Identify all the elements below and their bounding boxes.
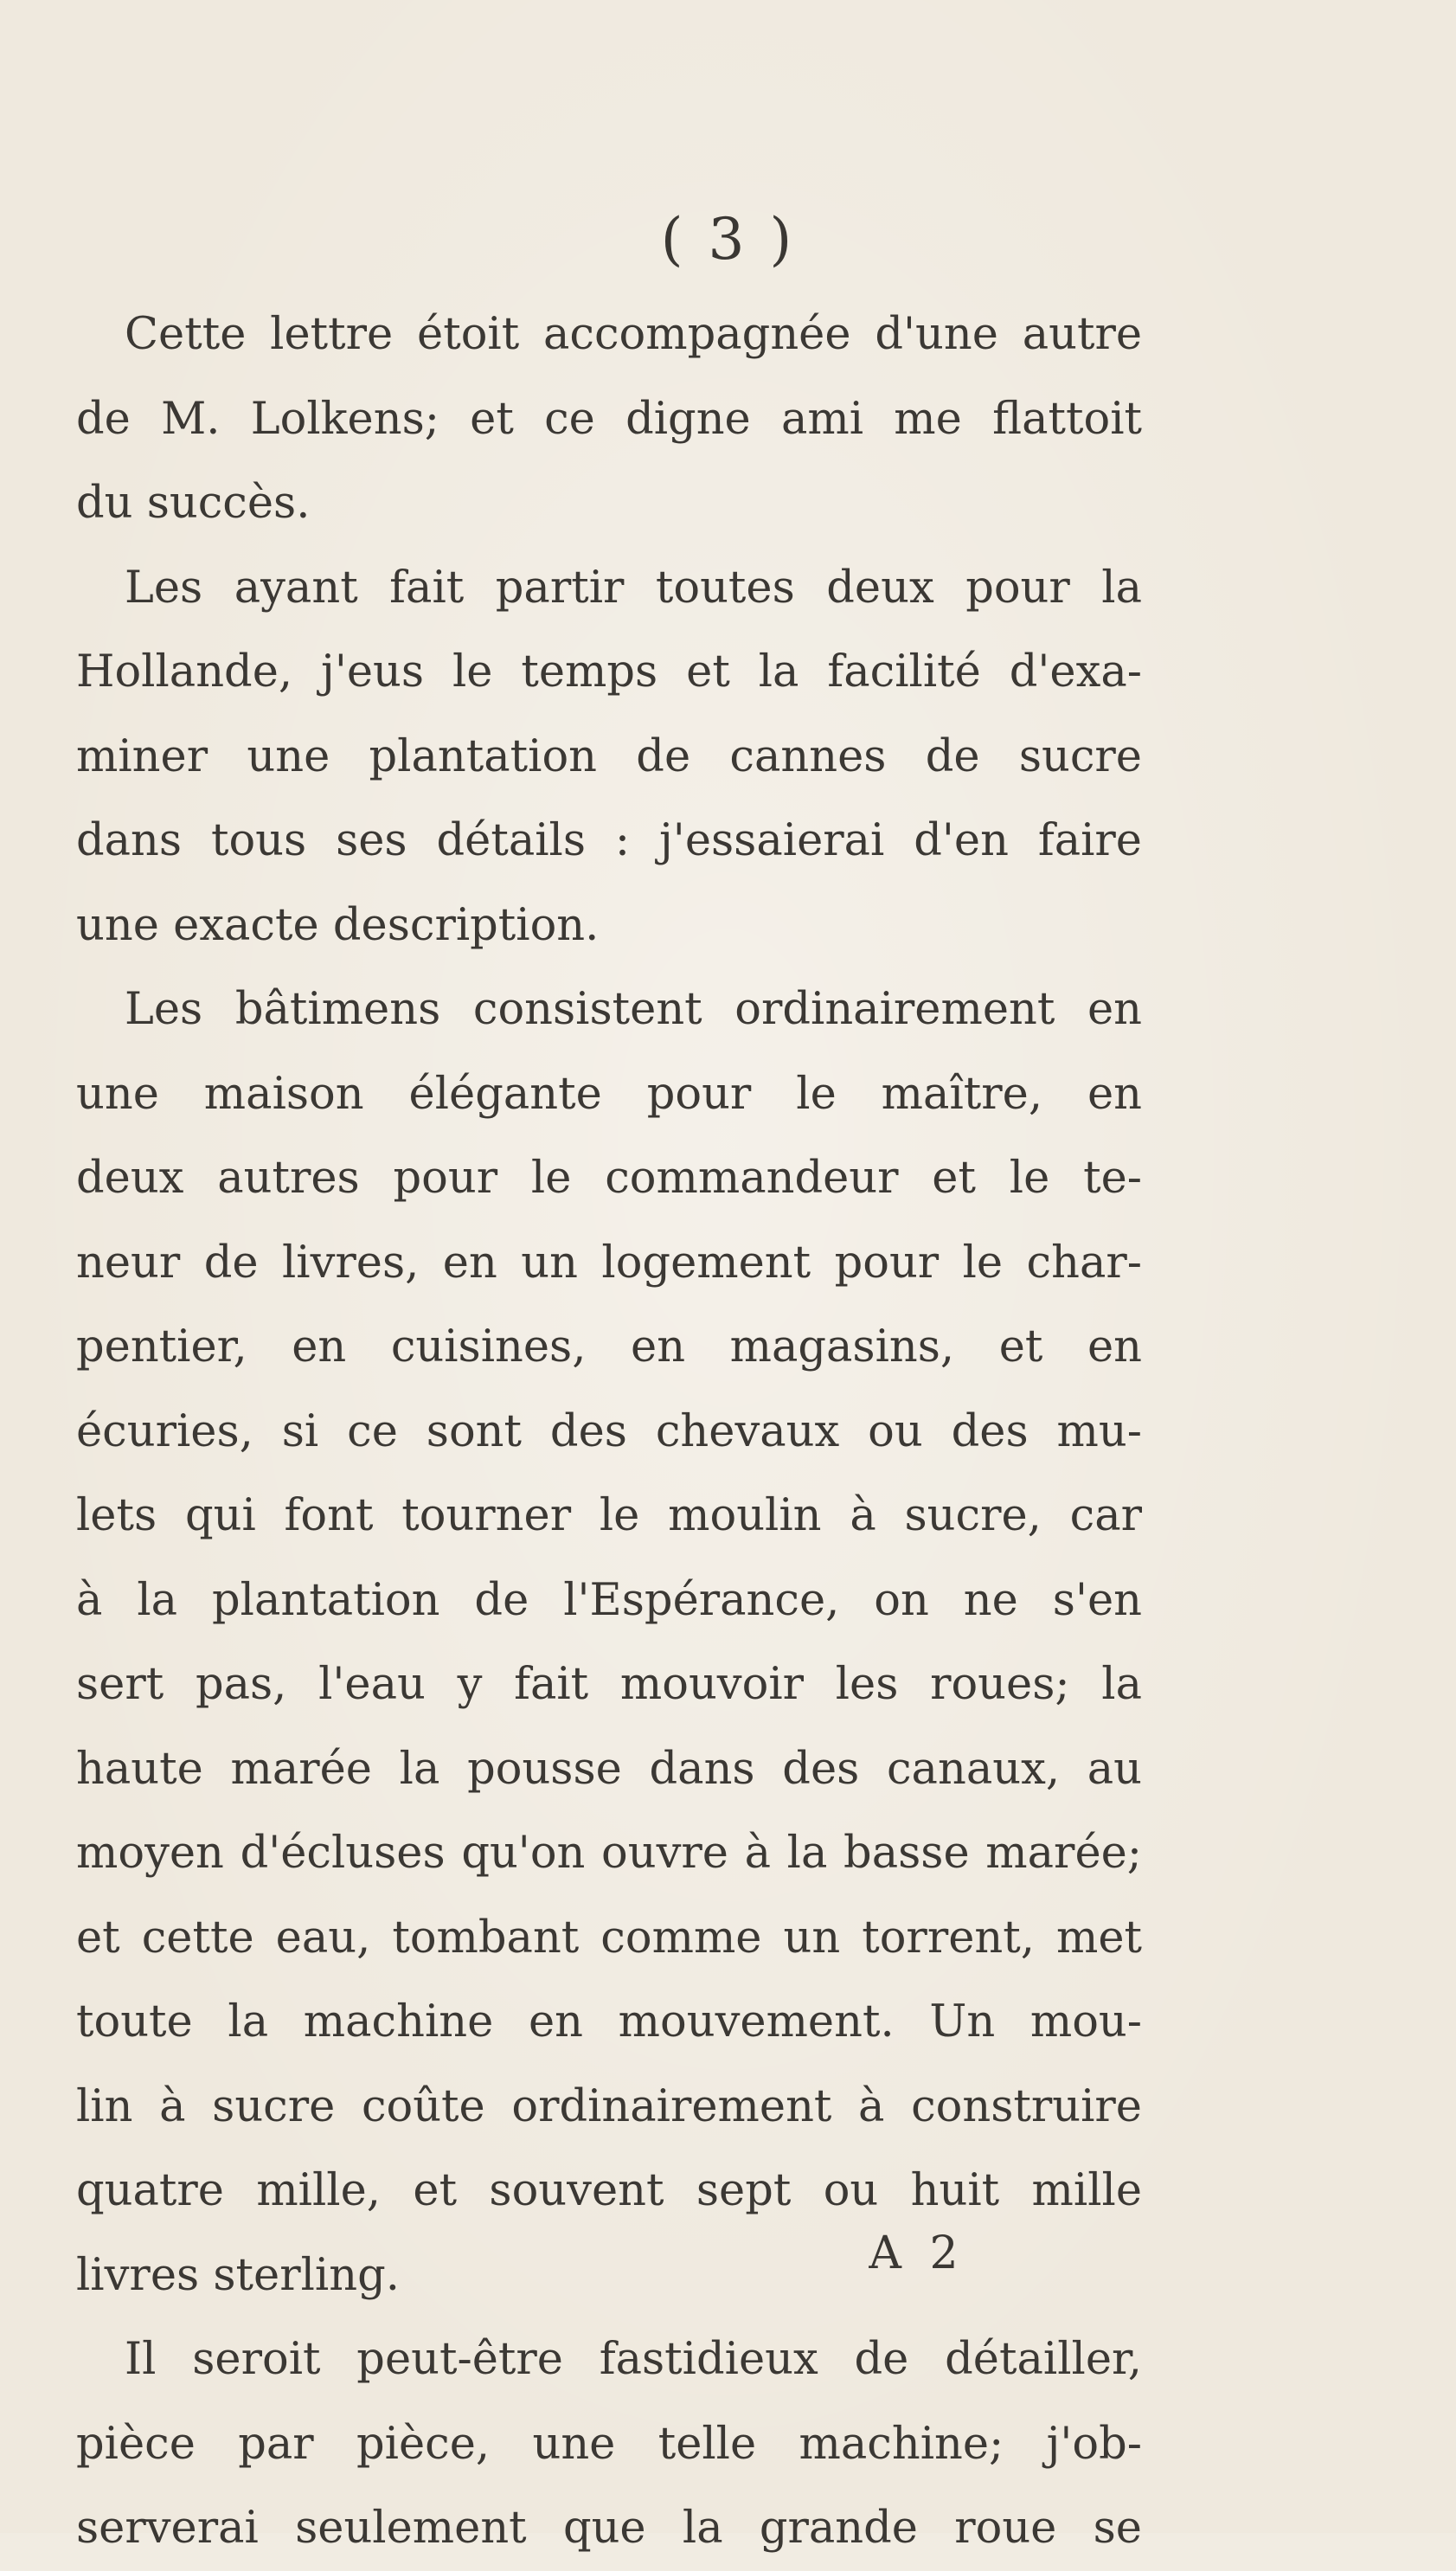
text-line: lin à sucre coûte ordinairement à construire <box>76 2080 1142 2132</box>
text-line: Il seroit peut-être fastidieux de détailler, <box>125 2334 1142 2385</box>
text-line: moyen d'écluses qu'on ouvre à la basse marée; <box>76 1828 1142 1879</box>
text-line: deux autres pour le commandeur et le te- <box>76 1153 1142 1204</box>
text-line: pièce par pièce, une telle machine; j'ob- <box>76 2418 1142 2470</box>
text-line: lets qui font tourner le moulin à sucre, car <box>76 1490 1142 1541</box>
text-line: dans tous ses détails : j'essaierai d'en faire <box>76 815 1142 866</box>
text-line: écuries, si ce sont des chevaux ou des mu- <box>76 1405 1142 1457</box>
text-line: quatre mille, et souvent sept ou huit mille <box>76 2165 1142 2216</box>
text-line: du succès. <box>76 478 311 529</box>
text-line: sert pas, l'eau y fait mouvoir les roues; la <box>76 1659 1142 1710</box>
text-line: à la plantation de l'Espérance, on ne s'en <box>76 1574 1142 1626</box>
text-line: miner une plantation de cannes de sucre <box>76 730 1142 782</box>
page-number: ( 3 ) <box>660 206 796 273</box>
body-text <box>76 292 1142 2571</box>
text-line: serverai seulement que la grande roue se <box>76 2503 1142 2554</box>
text-line: livres sterling. <box>76 2249 400 2301</box>
text-line: une maison élégante pour le maître, en <box>76 1068 1142 1120</box>
text-line: pentier, en cuisines, en magasins, et en <box>76 1321 1142 1372</box>
text-line: Les bâtimens consistent ordinairement en <box>125 984 1142 1035</box>
text-line: Hollande, j'eus le temps et la facilité d'exa- <box>76 646 1142 697</box>
text-line: Cette lettre étoit accompagnée d'une autre <box>125 309 1142 360</box>
text-line: toute la machine en mouvement. Un mou- <box>76 1996 1142 2047</box>
printer-signature: A 2 <box>869 2227 965 2279</box>
text-line: de M. Lolkens; et ce digne ami me flattoit <box>76 393 1142 445</box>
text-line: Les ayant fait partir toutes deux pour la <box>125 562 1142 614</box>
text-line: et cette eau, tombant comme un torrent, met <box>76 1912 1142 1964</box>
text-line: une exacte description. <box>76 899 600 951</box>
text-line: neur de livres, en un logement pour le char- <box>76 1237 1142 1289</box>
text-line: haute marée la pousse dans des canaux, au <box>76 1743 1142 1795</box>
